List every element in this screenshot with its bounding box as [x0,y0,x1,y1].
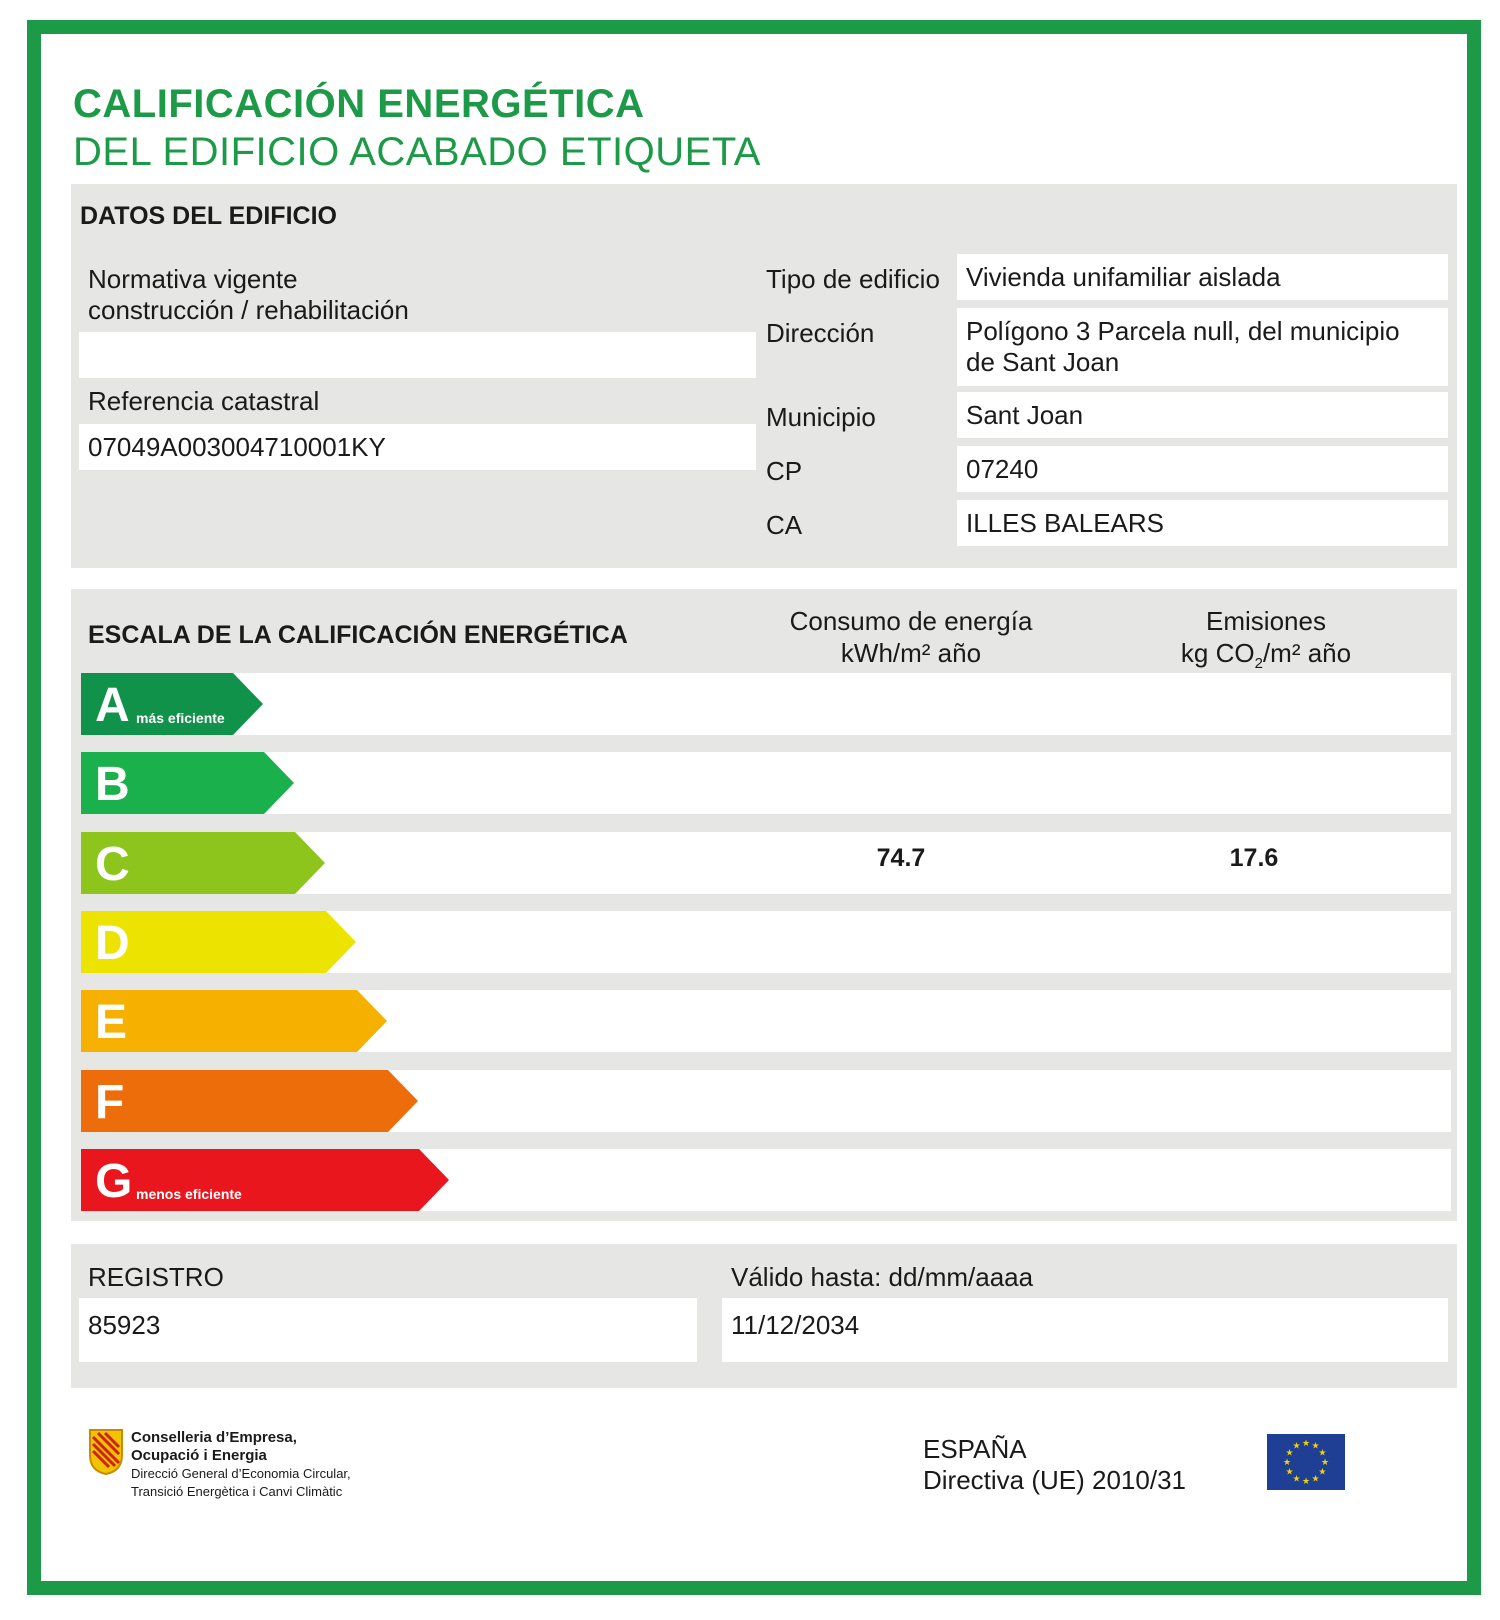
emisiones-value: 17.6 [1229,843,1279,872]
label-frame [27,20,1481,1595]
eu-star: ★ [1292,1473,1301,1484]
energy-scale-panel [71,589,1457,1221]
class-letter: G [95,1154,133,1208]
eu-star: ★ [1311,1440,1320,1451]
scale-row-a [81,673,1451,735]
espana-text: ESPAÑA [923,1434,1027,1464]
emisiones-unit-sub: 2 [1254,655,1263,673]
eu-star: ★ [1301,1476,1311,1486]
normativa-label-line-2: construcción / rehabilitación [88,295,409,325]
building-data-heading: DATOS DEL EDIFICIO [80,202,337,230]
ref-catastral-value: 07049A003004710001KY [88,432,386,462]
cp-value: 07240 [966,454,1039,484]
valido-field [722,1298,1448,1362]
emisiones-unit-b: /m² año [1262,638,1352,668]
cp-label: CP [766,456,803,486]
balearic-shield-icon [89,1429,123,1475]
title-line-1: CALIFICACIÓN ENERGÉTICA [73,82,645,126]
class-letter: C [95,837,130,891]
normativa-label [88,264,409,326]
class-letter: D [95,916,130,970]
ref-catastral-field [79,424,756,470]
conselleria-line-2: Ocupació i Energia [131,1447,267,1464]
emisiones-header-line-1: Emisiones [1206,606,1326,636]
registro-field [79,1298,697,1362]
ca-label: CA [766,510,803,540]
valido-label: Válido hasta: dd/mm/aaaa [731,1262,1034,1292]
emisiones-unit-a: kg CO [1180,638,1255,668]
eu-star: ★ [1311,1473,1320,1484]
eu-star: ★ [1318,1466,1327,1477]
class-letter: A [95,679,130,732]
direccio-line-2: Transició Energètica i Canvi Climàtic [131,1484,343,1499]
eu-star: ★ [1301,1438,1311,1448]
ca-value: ILLES BALEARS [966,508,1164,538]
registro-panel [71,1244,1457,1388]
eu-star: ★ [1318,1447,1327,1458]
class-letter: F [95,1075,125,1129]
class-letter: B [95,758,130,812]
building-data-panel [71,184,1457,568]
registro-label: REGISTRO [88,1262,224,1292]
scale-row-e [81,990,1451,1052]
title-line-2: DEL EDIFICIO ACABADO ETIQUETA [73,130,761,174]
eu-star: ★ [1285,1447,1294,1458]
tipo-edificio-field [957,254,1448,300]
eu-star: ★ [1285,1466,1294,1477]
espana-directiva [923,1434,1186,1496]
directiva-text: Directiva (UE) 2010/31 [923,1465,1186,1495]
scale-row-b [81,752,1451,814]
class-arrow-f [81,1070,418,1132]
municipio-value: Sant Joan [966,400,1084,430]
direccion-value [966,316,1400,378]
consumo-value: 74.7 [876,843,926,872]
class-note: menos eficiente [136,1185,242,1202]
normativa-label-line-1: Normativa vigente [88,264,298,294]
consumo-header-line-2: kWh/m² año [840,638,982,668]
direccion-label: Dirección [766,318,875,348]
direccion-field [957,308,1448,386]
emisiones-header [1126,605,1406,680]
valido-value: 11/12/2034 [731,1310,860,1340]
scale-row-c [81,832,1451,894]
scale-row-d [81,911,1451,973]
consumo-header-line-1: Consumo de energía [789,606,1033,636]
ref-catastral-label: Referencia catastral [88,386,320,416]
ca-field [957,500,1448,546]
municipio-label: Municipio [766,402,876,432]
direccion-value-line-2: de Sant Joan [966,347,1120,377]
registro-value: 85923 [88,1310,161,1340]
direccion-value-line-1: Polígono 3 Parcela null, del municipio [966,316,1400,346]
class-note: más eficiente [136,710,225,726]
eu-flag-icon [1267,1434,1345,1490]
scale-row-f [81,1070,1451,1132]
conselleria-text [131,1429,351,1501]
tipo-edificio-value: Vivienda unifamiliar aislada [966,262,1281,292]
eu-star: ★ [1292,1440,1301,1451]
energy-scale-heading: ESCALA DE LA CALIFICACIÓN ENERGÉTICA [88,621,628,649]
direccio-line-1: Direcció General d’Economia Circular, [131,1466,351,1481]
cp-field [957,446,1448,492]
eu-star: ★ [1320,1457,1330,1467]
municipio-field [957,392,1448,438]
scale-row-g [81,1149,1451,1211]
eu-star: ★ [1282,1457,1292,1467]
consumo-header [771,605,1051,669]
class-letter: E [95,996,128,1050]
tipo-edificio-label: Tipo de edificio [766,264,940,294]
conselleria-line-1: Conselleria d’Empresa, [131,1429,297,1446]
normativa-field [79,332,756,378]
